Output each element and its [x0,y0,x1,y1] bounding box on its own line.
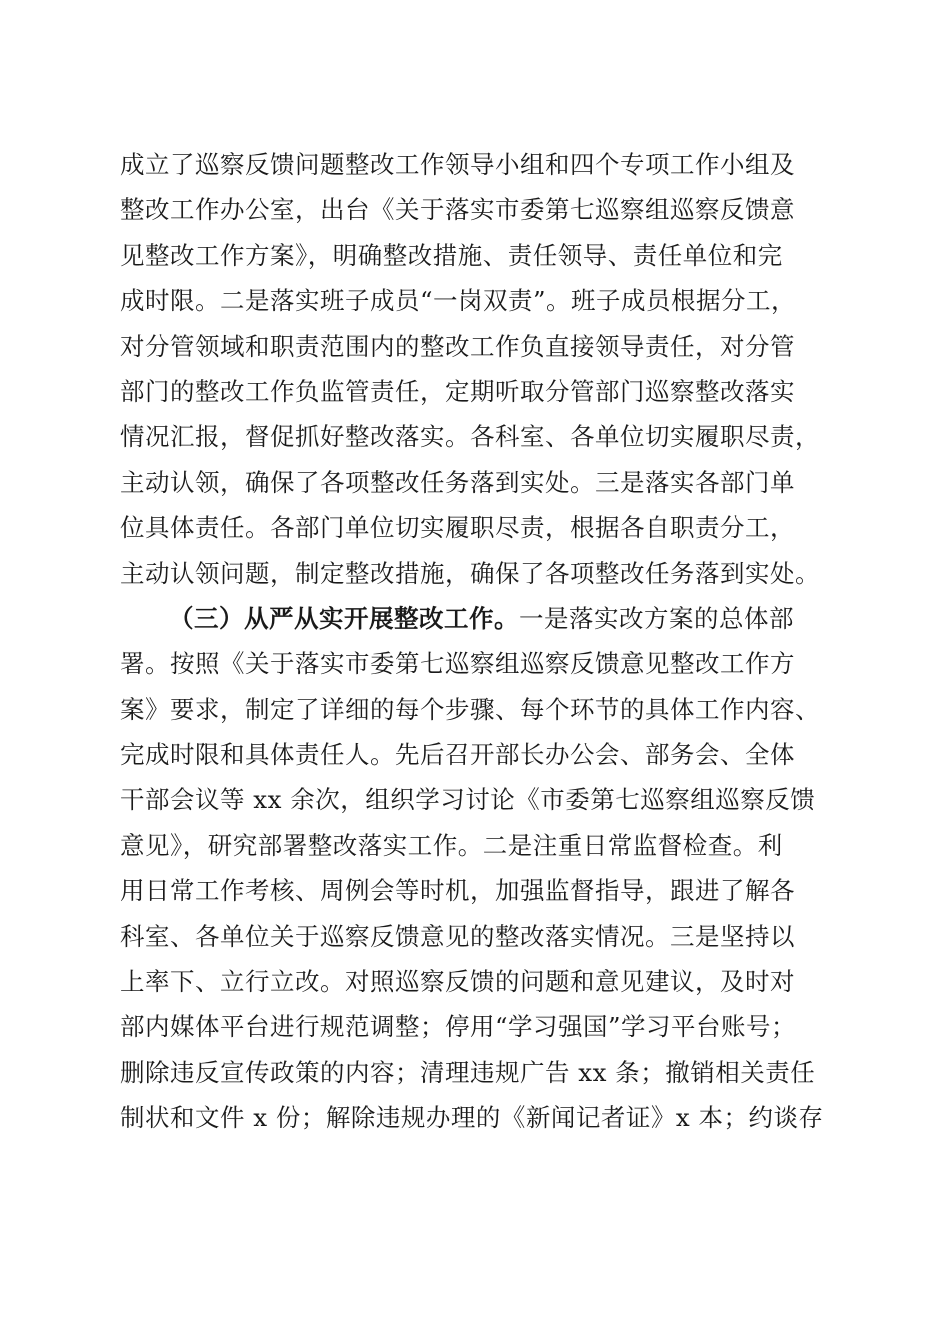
paragraph-line: 制状和文件 x 份；解除违规办理的《新闻记者证》x 本；约谈存 [120,1103,824,1133]
paragraph-line: 部内媒体平台进行规范调整；停用“学习强国”学习平台账号； [120,1012,797,1042]
section-3-heading: （三）从严从实开展整改工作。 [169,603,519,633]
section-3-first-line [120,596,880,641]
section-3-first-line-text: 一是落实改方案的总体部 [519,603,794,633]
paragraph-line: 主动认领问题，制定整改措施，确保了各项整改任务落到实处。 [120,558,820,588]
paragraph-line: 上率下、立行立改。对照巡察反馈的问题和意见建议，及时对 [120,967,795,997]
paragraph-line: 情况汇报，督促抓好整改落实。各科室、各单位切实履职尽责， [120,422,820,452]
document-body [120,142,880,1141]
paragraph-line: 删除违反宣传政策的内容；清理违规广告 xx 条；撤销相关责任 [120,1057,816,1087]
paragraph-line: 干部会议等 xx 余次，组织学习讨论《市委第七巡察组巡察反馈 [120,785,816,815]
paragraph-line: 见整改工作方案》，明确整改措施、责任领导、责任单位和完 [120,240,783,270]
paragraph-line: 完成时限和具体责任人。先后召开部长办公会、部务会、全体 [120,740,795,770]
paragraph-line: 位具体责任。各部门单位切实履职尽责，根据各自职责分工， [120,513,795,543]
paragraph-line: 部门的整改工作负监管责任，定期听取分管部门巡察整改落实 [120,376,795,406]
paragraph-line: 科室、各单位关于巡察反馈意见的整改落实情况。三是坚持以 [120,921,795,951]
paragraph-line: 对分管领域和职责范围内的整改工作负直接领导责任，对分管 [120,331,795,361]
paragraph-line: 案》要求，制定了详细的每个步骤、每个环节的具体工作内容、 [120,694,820,724]
paragraph-line: 整改工作办公室，出台《关于落实市委第七巡察组巡察反馈意 [120,195,795,225]
paragraph-line: 用日常工作考核、周例会等时机，加强监督指导，跟进了解各 [120,876,795,906]
paragraph-line: 成立了巡察反馈问题整改工作领导小组和四个专项工作小组及 [120,150,795,179]
paragraph-line: 主动认领，确保了各项整改任务落到实处。三是落实各部门单 [120,467,795,497]
paragraph-line: 署。按照《关于落实市委第七巡察组巡察反馈意见整改工作方 [120,649,795,679]
paragraph-line: 意见》，研究部署整改落实工作。二是注重日常监督检查。利 [120,830,783,860]
paragraph-line: 成时限。二是落实班子成员“一岗双责”。班子成员根据分工， [120,286,797,316]
